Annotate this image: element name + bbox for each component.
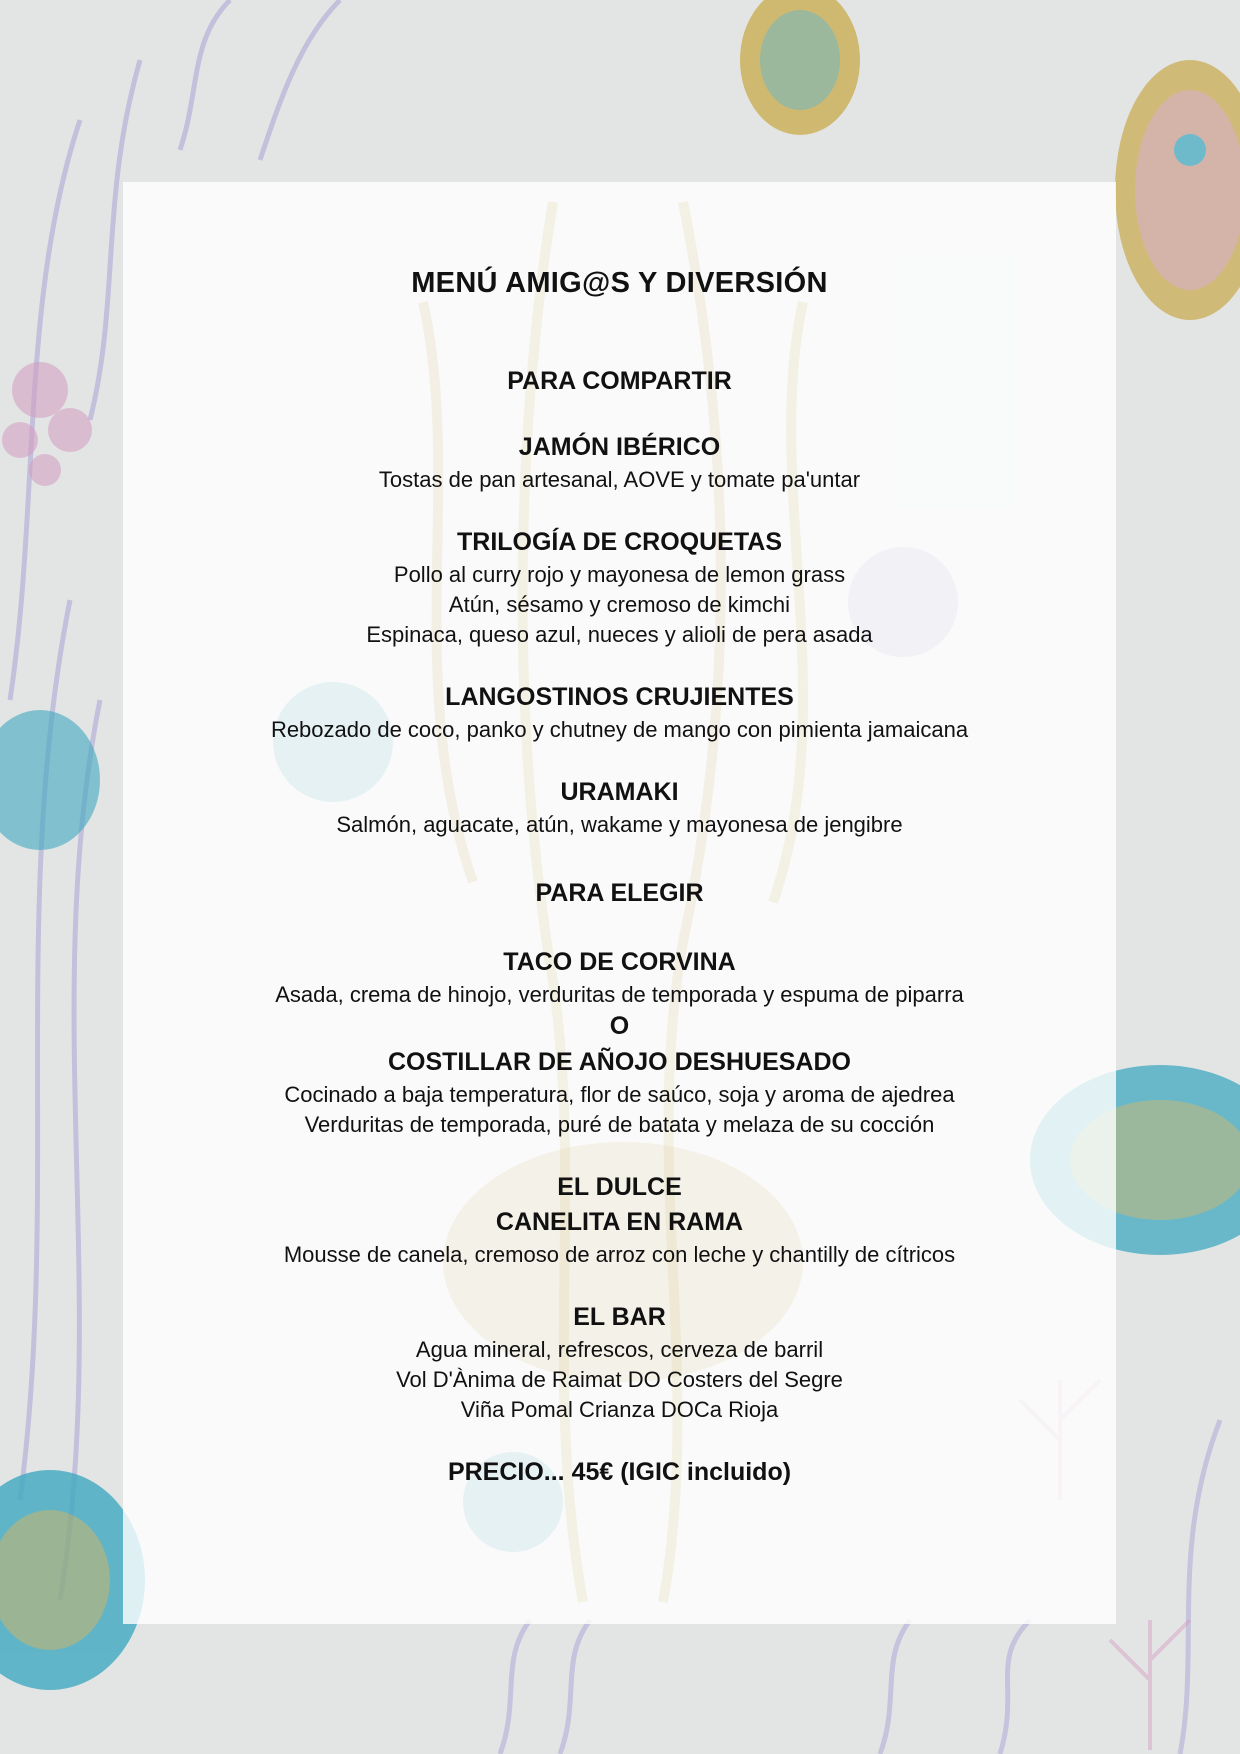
dish-title-taco: TACO DE CORVINA — [503, 948, 736, 976]
page-title: MENÚ AMIG@S Y DIVERSIÓN — [411, 267, 828, 299]
section-heading-bar: EL BAR — [573, 1303, 666, 1331]
bar-item: Agua mineral, refrescos, cerveza de barril — [415, 1337, 824, 1362]
dish-title-costillar: COSTILLAR DE AÑOJO DESHUESADO — [387, 1048, 851, 1076]
choice-separator: O — [609, 1012, 630, 1040]
section-heading-compartir: PARA COMPARTIR — [507, 367, 732, 395]
bar-item: Vol D'Ànima de Raimat DO Costers del Segre — [396, 1367, 843, 1392]
dish-description: Cocinado a baja temperatura, flor de saúco, soja y aroma de ajedrea — [284, 1082, 955, 1107]
dish-title-croquetas: TRILOGÍA DE CROQUETAS — [457, 528, 782, 556]
dish-title-jamon: JAMÓN IBÉRICO — [518, 433, 721, 461]
dish-description: Verduritas de temporada, puré de batata y melaza de su cocción — [304, 1112, 935, 1137]
dish-description: Salmón, aguacate, atún, wakame y mayonesa de jengibre — [336, 812, 903, 837]
section-heading-dulce: EL DULCE — [557, 1173, 682, 1201]
bar-item: Viña Pomal Crianza DOCa Rioja — [460, 1397, 779, 1422]
dish-description: Asada, crema de hinojo, verduritas de temporada y espuma de piparra — [275, 982, 964, 1007]
menu-price: PRECIO... 45€ (IGIC incluido) — [447, 1458, 792, 1486]
dish-description: Pollo al curry rojo y mayonesa de lemon grass — [393, 562, 846, 587]
dish-title-canelita: CANELITA EN RAMA — [495, 1208, 744, 1236]
dish-description: Atún, sésamo y cremoso de kimchi — [448, 592, 791, 617]
dish-description: Tostas de pan artesanal, AOVE y tomate pa'untar — [378, 467, 861, 492]
dish-description: Mousse de canela, cremoso de arroz con leche y chantilly de cítricos — [283, 1242, 956, 1267]
section-heading-elegir: PARA ELEGIR — [535, 879, 704, 907]
dish-title-langostinos: LANGOSTINOS CRUJIENTES — [445, 683, 794, 711]
dish-description: Rebozado de coco, panko y chutney de mango con pimienta jamaicana — [270, 717, 969, 742]
dish-title-uramaki: URAMAKI — [560, 778, 679, 806]
dish-description: Espinaca, queso azul, nueces y alioli de pera asada — [366, 622, 873, 647]
